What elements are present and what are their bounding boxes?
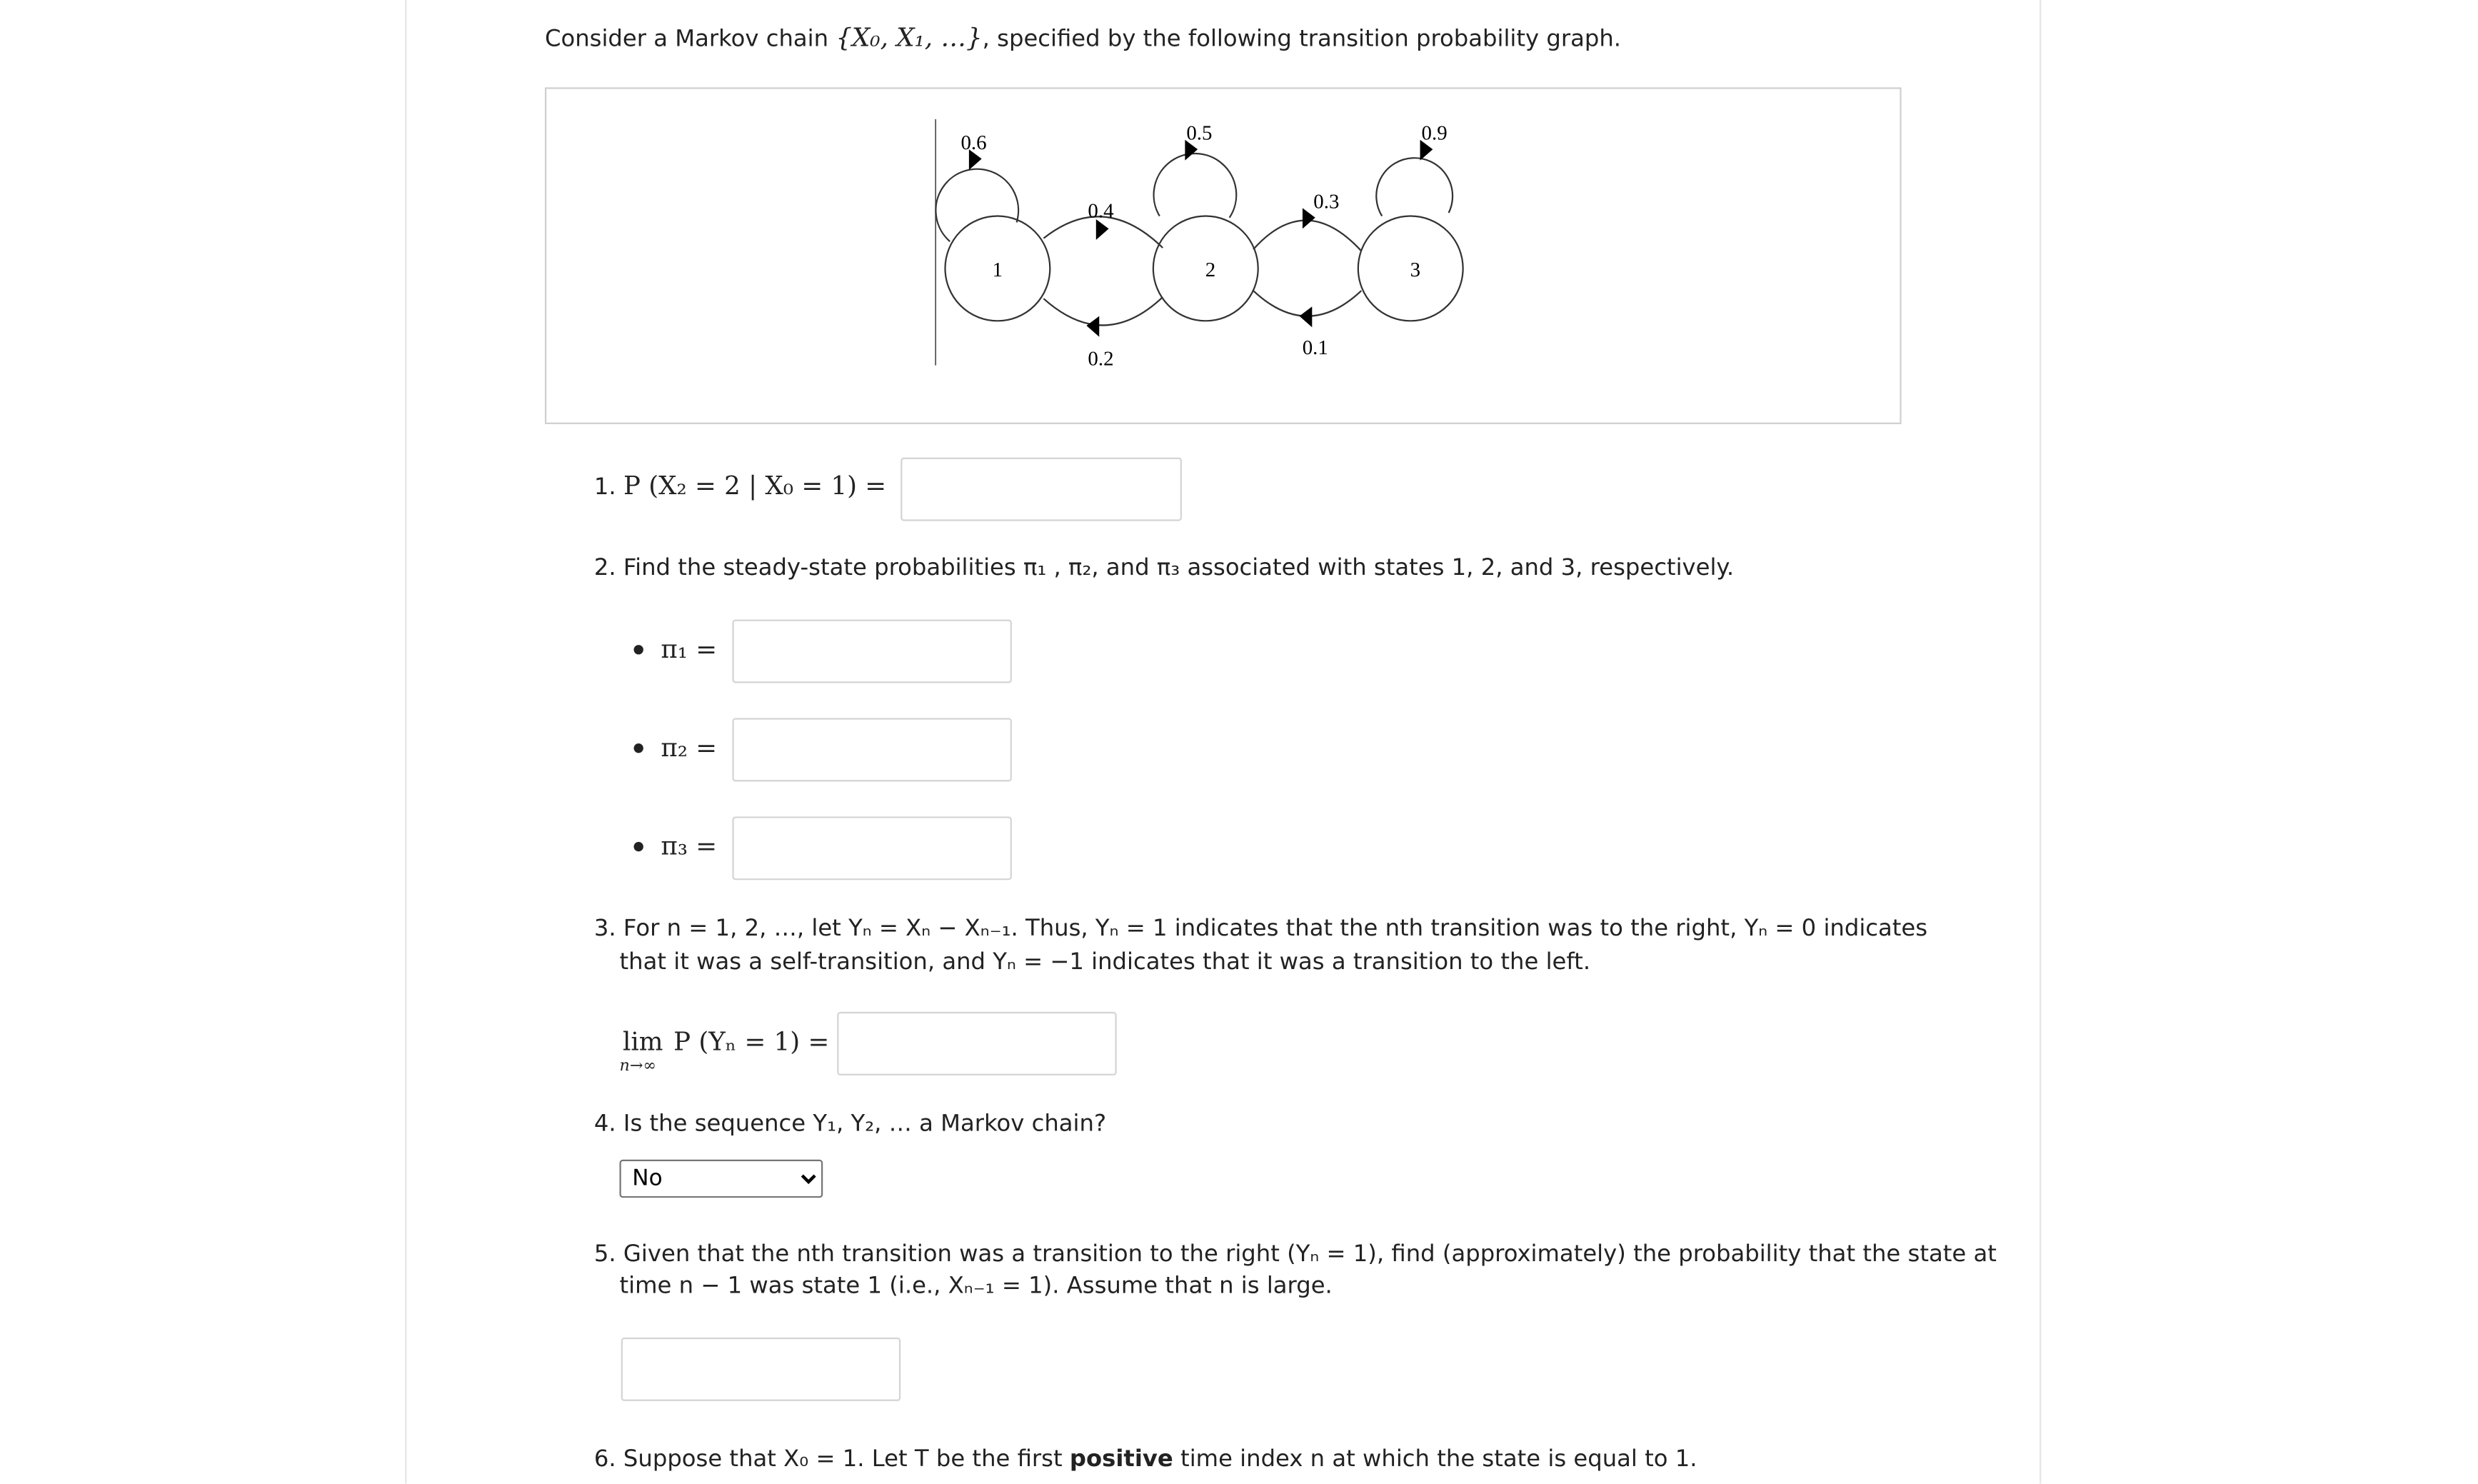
pi2-label: π₂ = bbox=[661, 732, 718, 763]
q6-text: 6. Suppose that X₀ = 1. Let T be the first positive time index n at which the state is equal to 1. bbox=[593, 1447, 1697, 1473]
q1-label: 1. P (X₂ = 2 | X₀ = 1) = bbox=[593, 470, 887, 501]
state-label: 1 bbox=[991, 257, 1003, 281]
content-border-left bbox=[405, 0, 406, 1484]
prob-label: 0.6 bbox=[960, 130, 986, 154]
q5-answer-input[interactable] bbox=[621, 1338, 901, 1401]
intro-text: Consider a Markov chain {X₀, X₁, …}, specified by the following transition probability graph. bbox=[544, 22, 1622, 53]
pi3-label: π₃ = bbox=[661, 831, 718, 861]
q3-text-line2: that it was a self-transition, and Yₙ = −1 indicates that it was a transition to the left. bbox=[619, 950, 1591, 976]
prob-label: 0.9 bbox=[1420, 121, 1447, 144]
q3-lim-sub: n→∞ bbox=[619, 1058, 657, 1076]
arc-2-to-1 bbox=[1043, 296, 1162, 324]
q5-text-line2: time n − 1 was state 1 (i.e., Xₙ₋₁ = 1). Assume that n is large. bbox=[619, 1273, 1333, 1300]
self-loop-3 bbox=[1375, 157, 1452, 215]
q4-markov-select[interactable] bbox=[620, 1160, 823, 1198]
self-loop-1 bbox=[935, 169, 1018, 241]
arc-2-to-3 bbox=[1253, 220, 1360, 251]
q3-lim: lim bbox=[622, 1026, 663, 1057]
pi2-answer-input[interactable] bbox=[732, 718, 1011, 781]
pi3-answer-input[interactable] bbox=[732, 816, 1011, 880]
bullet-icon bbox=[634, 743, 643, 753]
prob-label: 0.4 bbox=[1087, 199, 1113, 222]
transition-graph bbox=[545, 87, 1902, 424]
q1-answer-input[interactable] bbox=[901, 458, 1182, 521]
self-loop-2 bbox=[1153, 153, 1235, 217]
q5-text-line1: 5. Given that the nth transition was a transition to the right (Yₙ = 1), find (approximately) the probability that the state at bbox=[593, 1242, 1997, 1268]
prob-label: 0.3 bbox=[1313, 189, 1339, 213]
q4-text: 4. Is the sequence Y₁, Y₂, … a Markov chain? bbox=[593, 1112, 1107, 1138]
prob-label: 0.2 bbox=[1087, 346, 1113, 370]
q2-text: 2. Find the steady-state probabilities π₁ , π₂, and π₃ associated with states 1, 2, and 3, respectively. bbox=[593, 556, 1735, 582]
bullet-icon bbox=[634, 645, 643, 654]
q3-text-line1: 3. For n = 1, 2, …, let Yₙ = Xₙ − Xₙ₋₁. Thus, Yₙ = 1 indicates that the nth transition was to the right, Yₙ = 0 indicates bbox=[593, 916, 1928, 943]
state-label: 3 bbox=[1409, 257, 1420, 281]
q3-answer-input[interactable] bbox=[837, 1012, 1116, 1076]
prob-label: 0.1 bbox=[1301, 335, 1328, 359]
pi1-label: π₁ = bbox=[661, 633, 718, 664]
content-border-right bbox=[2040, 0, 2041, 1484]
state-label: 2 bbox=[1204, 257, 1215, 281]
prob-label: 0.5 bbox=[1185, 121, 1212, 144]
pi1-answer-input[interactable] bbox=[732, 620, 1011, 683]
bullet-icon bbox=[634, 842, 643, 851]
q3-expr: P (Yₙ = 1) = bbox=[673, 1026, 830, 1057]
